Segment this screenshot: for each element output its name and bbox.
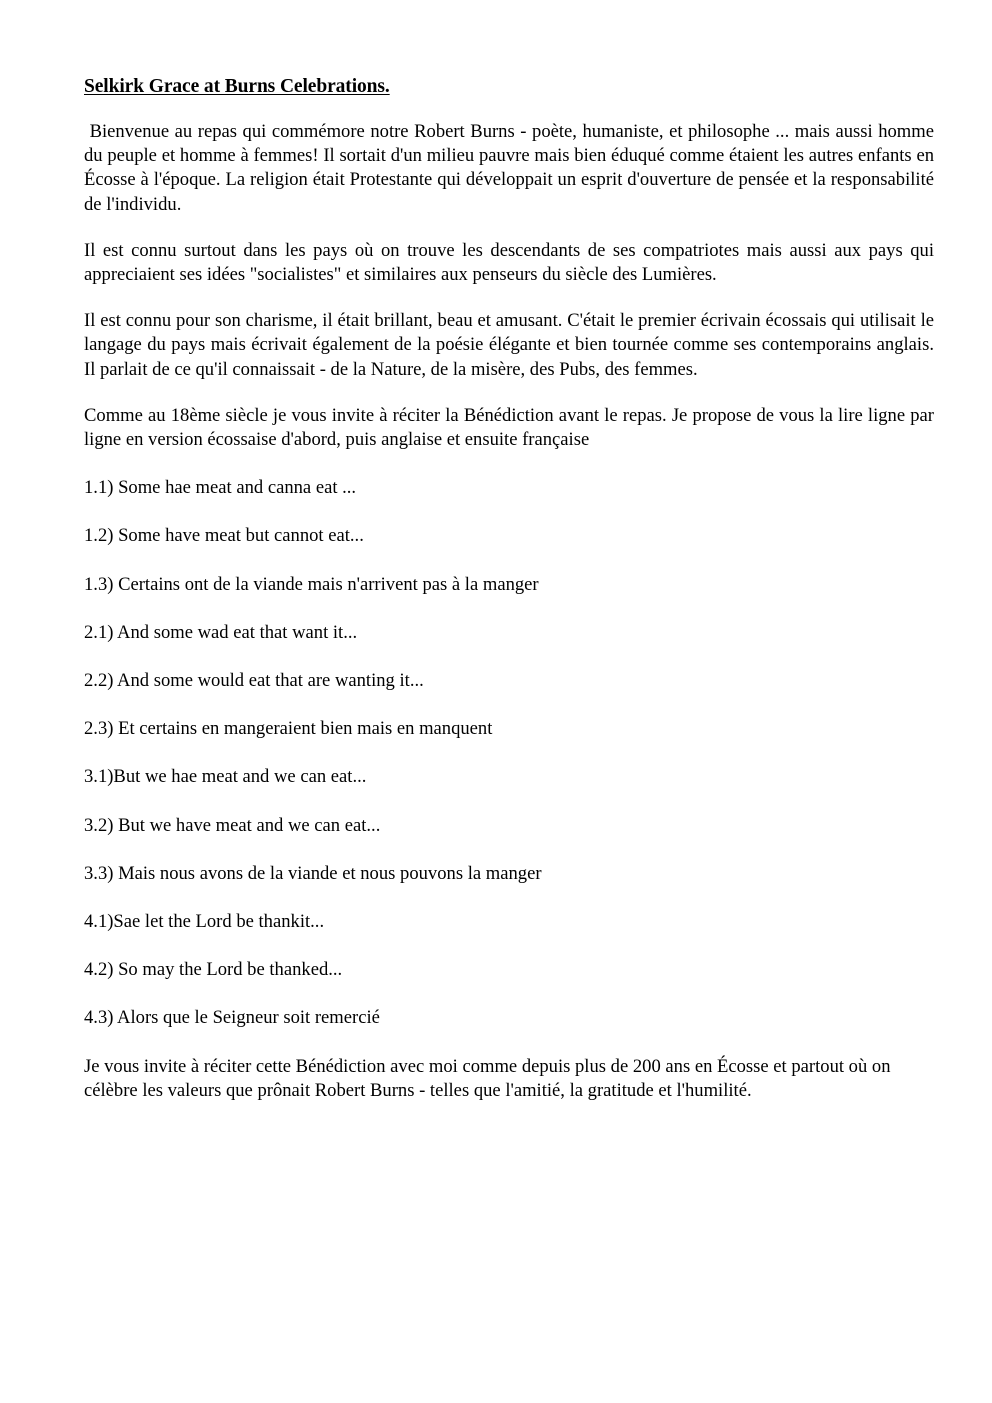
grace-line: 4.1)Sae let the Lord be thankit... [84,911,325,933]
grace-line: 4.3) Alors que le Seigneur soit remercié [84,1007,380,1029]
grace-line: 1.3) Certains ont de la viande mais n'arrivent pas à la manger [84,573,539,595]
intro-paragraph-1: Bienvenue au repas qui commémore notre Robert Burns - poète, humaniste, et philosophe ... mais aussi homme du peuple et homme à femmes! Il sortait d'un milieu pauvre mais bien éduqué comme étaient les autres enfants en Écosse à l'époque. La religion était Protestante qui développait un esprit d'ouverture de pensée et la responsabilité de l'individu. [84,121,939,215]
grace-line: 3.1)But we hae meat and we can eat... [84,766,367,788]
document-page [84,74,939,1127]
intro-paragraph-3: Il est connu pour son charisme, il était brillant, beau et amusant. C'était le premier écrivain écossais qui utilisait le langage du pays mais écrivait également de la poésie élégante et bien tournée comme ses contemporains anglais. Il parlait de ce qu'il connaissait - de la Nature, de la misère, des Pubs, des femmes. [84,310,939,380]
grace-line: 1.1) Some hae meat and canna eat ... [84,477,357,499]
grace-line: 2.1) And some wad eat that want it... [84,621,358,643]
grace-line: 1.2) Some have meat but cannot eat... [84,525,364,547]
grace-line: 4.2) So may the Lord be thanked... [84,959,343,981]
closing-paragraph: Je vous invite à réciter cette Bénédiction avec moi comme depuis plus de 200 ans en Écosse et partout où on célèbre les valeurs que prônait Robert Burns - telles que l'amitié, la gratitude et l'humilité. [84,1055,896,1101]
intro-paragraph-2: Il est connu surtout dans les pays où on trouve les descendants de ses compatriotes mais aussi aux pays qui appreciaient ses idées "socialistes" et similaires aux penseurs du siècle des Lumières. [84,239,939,286]
grace-lines-list [84,476,934,1030]
document-title: Selkirk Grace at Burns Celebrations. [84,76,390,97]
intro-paragraph-4: Comme au 18ème siècle je vous invite à réciter la Bénédiction avant le repas. Je propose de vous la lire ligne par ligne en version écossaise d'abord, puis anglaise et ensuite française [84,404,939,451]
grace-line: 2.2) And some would eat that are wanting it... [84,670,424,692]
grace-line: 3.2) But we have meat and we can eat... [84,814,381,836]
grace-line: 2.3) Et certains en mangeraient bien mais en manquent [84,718,493,740]
grace-line: 3.3) Mais nous avons de la viande et nous pouvons la manger [84,862,542,884]
